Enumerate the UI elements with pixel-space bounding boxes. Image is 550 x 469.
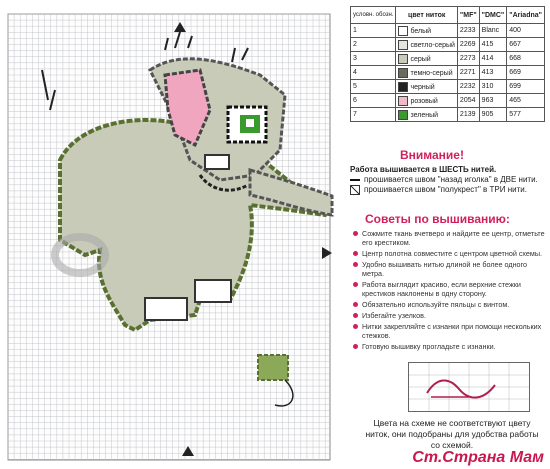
half-stitch-icon	[350, 185, 360, 195]
legend-row	[351, 94, 545, 108]
list-item: Готовую вышивку прогладьте с изнанки.	[352, 342, 546, 351]
legend-dmc: 310	[479, 80, 507, 94]
legend-ariadna: 465	[507, 94, 545, 108]
legend-num: 5	[351, 80, 396, 94]
elephant-foot-pad	[195, 280, 231, 302]
legend-mf: 2233	[457, 24, 479, 38]
legend-row	[351, 52, 545, 66]
elephant-eye-shine	[246, 119, 254, 127]
legend-header-color: цвет ниток	[396, 7, 457, 24]
legend-mf: 2273	[457, 52, 479, 66]
swatch-black	[398, 82, 408, 92]
legend-color-name: зеленый	[410, 111, 439, 119]
legend-row	[351, 38, 545, 52]
legend-mf: 2269	[457, 38, 479, 52]
stitch-diagram	[408, 362, 530, 412]
legend-num: 1	[351, 24, 396, 38]
watermark: Ст.Страна Мам	[412, 449, 544, 466]
legend-dmc: 415	[479, 38, 507, 52]
list-item: Обязательно используйте пяльцы с винтом.	[352, 300, 546, 309]
legend-dmc: 963	[479, 94, 507, 108]
legend-ariadna: 400	[507, 24, 545, 38]
swatch-dark-gray	[398, 68, 408, 78]
stitch-diagram-svg	[409, 363, 529, 411]
legend-ariadna: 577	[507, 108, 545, 122]
legend-ariadna: 667	[507, 38, 545, 52]
legend-mf: 2232	[457, 80, 479, 94]
color-legend-table	[350, 6, 545, 122]
swatch-gray	[398, 54, 408, 64]
legend-row	[351, 108, 545, 122]
legend-dmc: Blanc	[479, 24, 507, 38]
legend-mf: 2139	[457, 108, 479, 122]
list-item: Избегайте узелков.	[352, 311, 546, 320]
warning-line-2: прошивается швом "назад иголка" в ДВЕ нити.	[364, 175, 538, 184]
elephant-tusk	[205, 155, 229, 169]
warning-line-3: прошивается швом "полукрест" в ТРИ нити.	[364, 185, 527, 194]
legend-num: 3	[351, 52, 396, 66]
mouse-body	[258, 355, 288, 380]
legend-row	[351, 66, 545, 80]
list-item: Удобно вышивать нитью длиной не более одного метра.	[352, 260, 546, 278]
legend-dmc: 413	[479, 66, 507, 80]
legend-ariadna: 669	[507, 66, 545, 80]
legend-ariadna: 668	[507, 52, 545, 66]
legend-num: 7	[351, 108, 396, 122]
legend-row	[351, 24, 545, 38]
legend-color-name: серый	[410, 55, 431, 63]
tips-list	[352, 229, 546, 353]
legend-num: 4	[351, 66, 396, 80]
color-note: Цвета на схеме не соответствуют цвету ниток, они подобраны для удобства работы со схемой.	[365, 418, 539, 450]
warning-title: Внимание!	[400, 148, 464, 162]
legend-ariadna: 699	[507, 80, 545, 94]
swatch-white	[398, 26, 408, 36]
legend-mf: 2054	[457, 94, 479, 108]
tips-title: Советы по вышиванию:	[365, 212, 510, 226]
warning-text	[350, 165, 545, 195]
warning-line-1: Работа вышивается в ШЕСТЬ нитей.	[350, 165, 497, 174]
legend-header-ariadna: "Ariadna"	[507, 7, 545, 24]
list-item: Центр полотна совместите с центром цветной схемы.	[352, 249, 546, 258]
swatch-green	[398, 110, 408, 120]
legend-color-name: темно-серый	[410, 69, 453, 77]
list-item: Нитки закрепляйте с изнанки при помощи нескольких стежков.	[352, 322, 546, 340]
legend-dmc: 905	[479, 108, 507, 122]
legend-row	[351, 80, 545, 94]
legend-color-name: светло-серый	[410, 41, 455, 49]
legend-header-dmc: "DMC"	[479, 7, 507, 24]
legend-color-name: белый	[410, 27, 432, 35]
swatch-pink	[398, 96, 408, 106]
swatch-light-gray	[398, 40, 408, 50]
legend-num: 2	[351, 38, 396, 52]
legend-dmc: 414	[479, 52, 507, 66]
list-item: Сожмите ткань вчетверо и найдите ее центр, отметьте его крестиком.	[352, 229, 546, 247]
elephant-foot-pad	[145, 298, 187, 320]
legend-header-mf: "MF"	[457, 7, 479, 24]
backstitch-icon	[350, 179, 360, 181]
list-item: Работа выглядит красиво, если верхние стежки крестиков наклонены в одну сторону.	[352, 280, 546, 298]
legend-color-name: черный	[410, 83, 435, 91]
legend-mf: 2271	[457, 66, 479, 80]
legend-num: 6	[351, 94, 396, 108]
legend-header-symbol: условн. обозн.	[351, 7, 396, 24]
legend-color-name: розовый	[410, 97, 438, 105]
